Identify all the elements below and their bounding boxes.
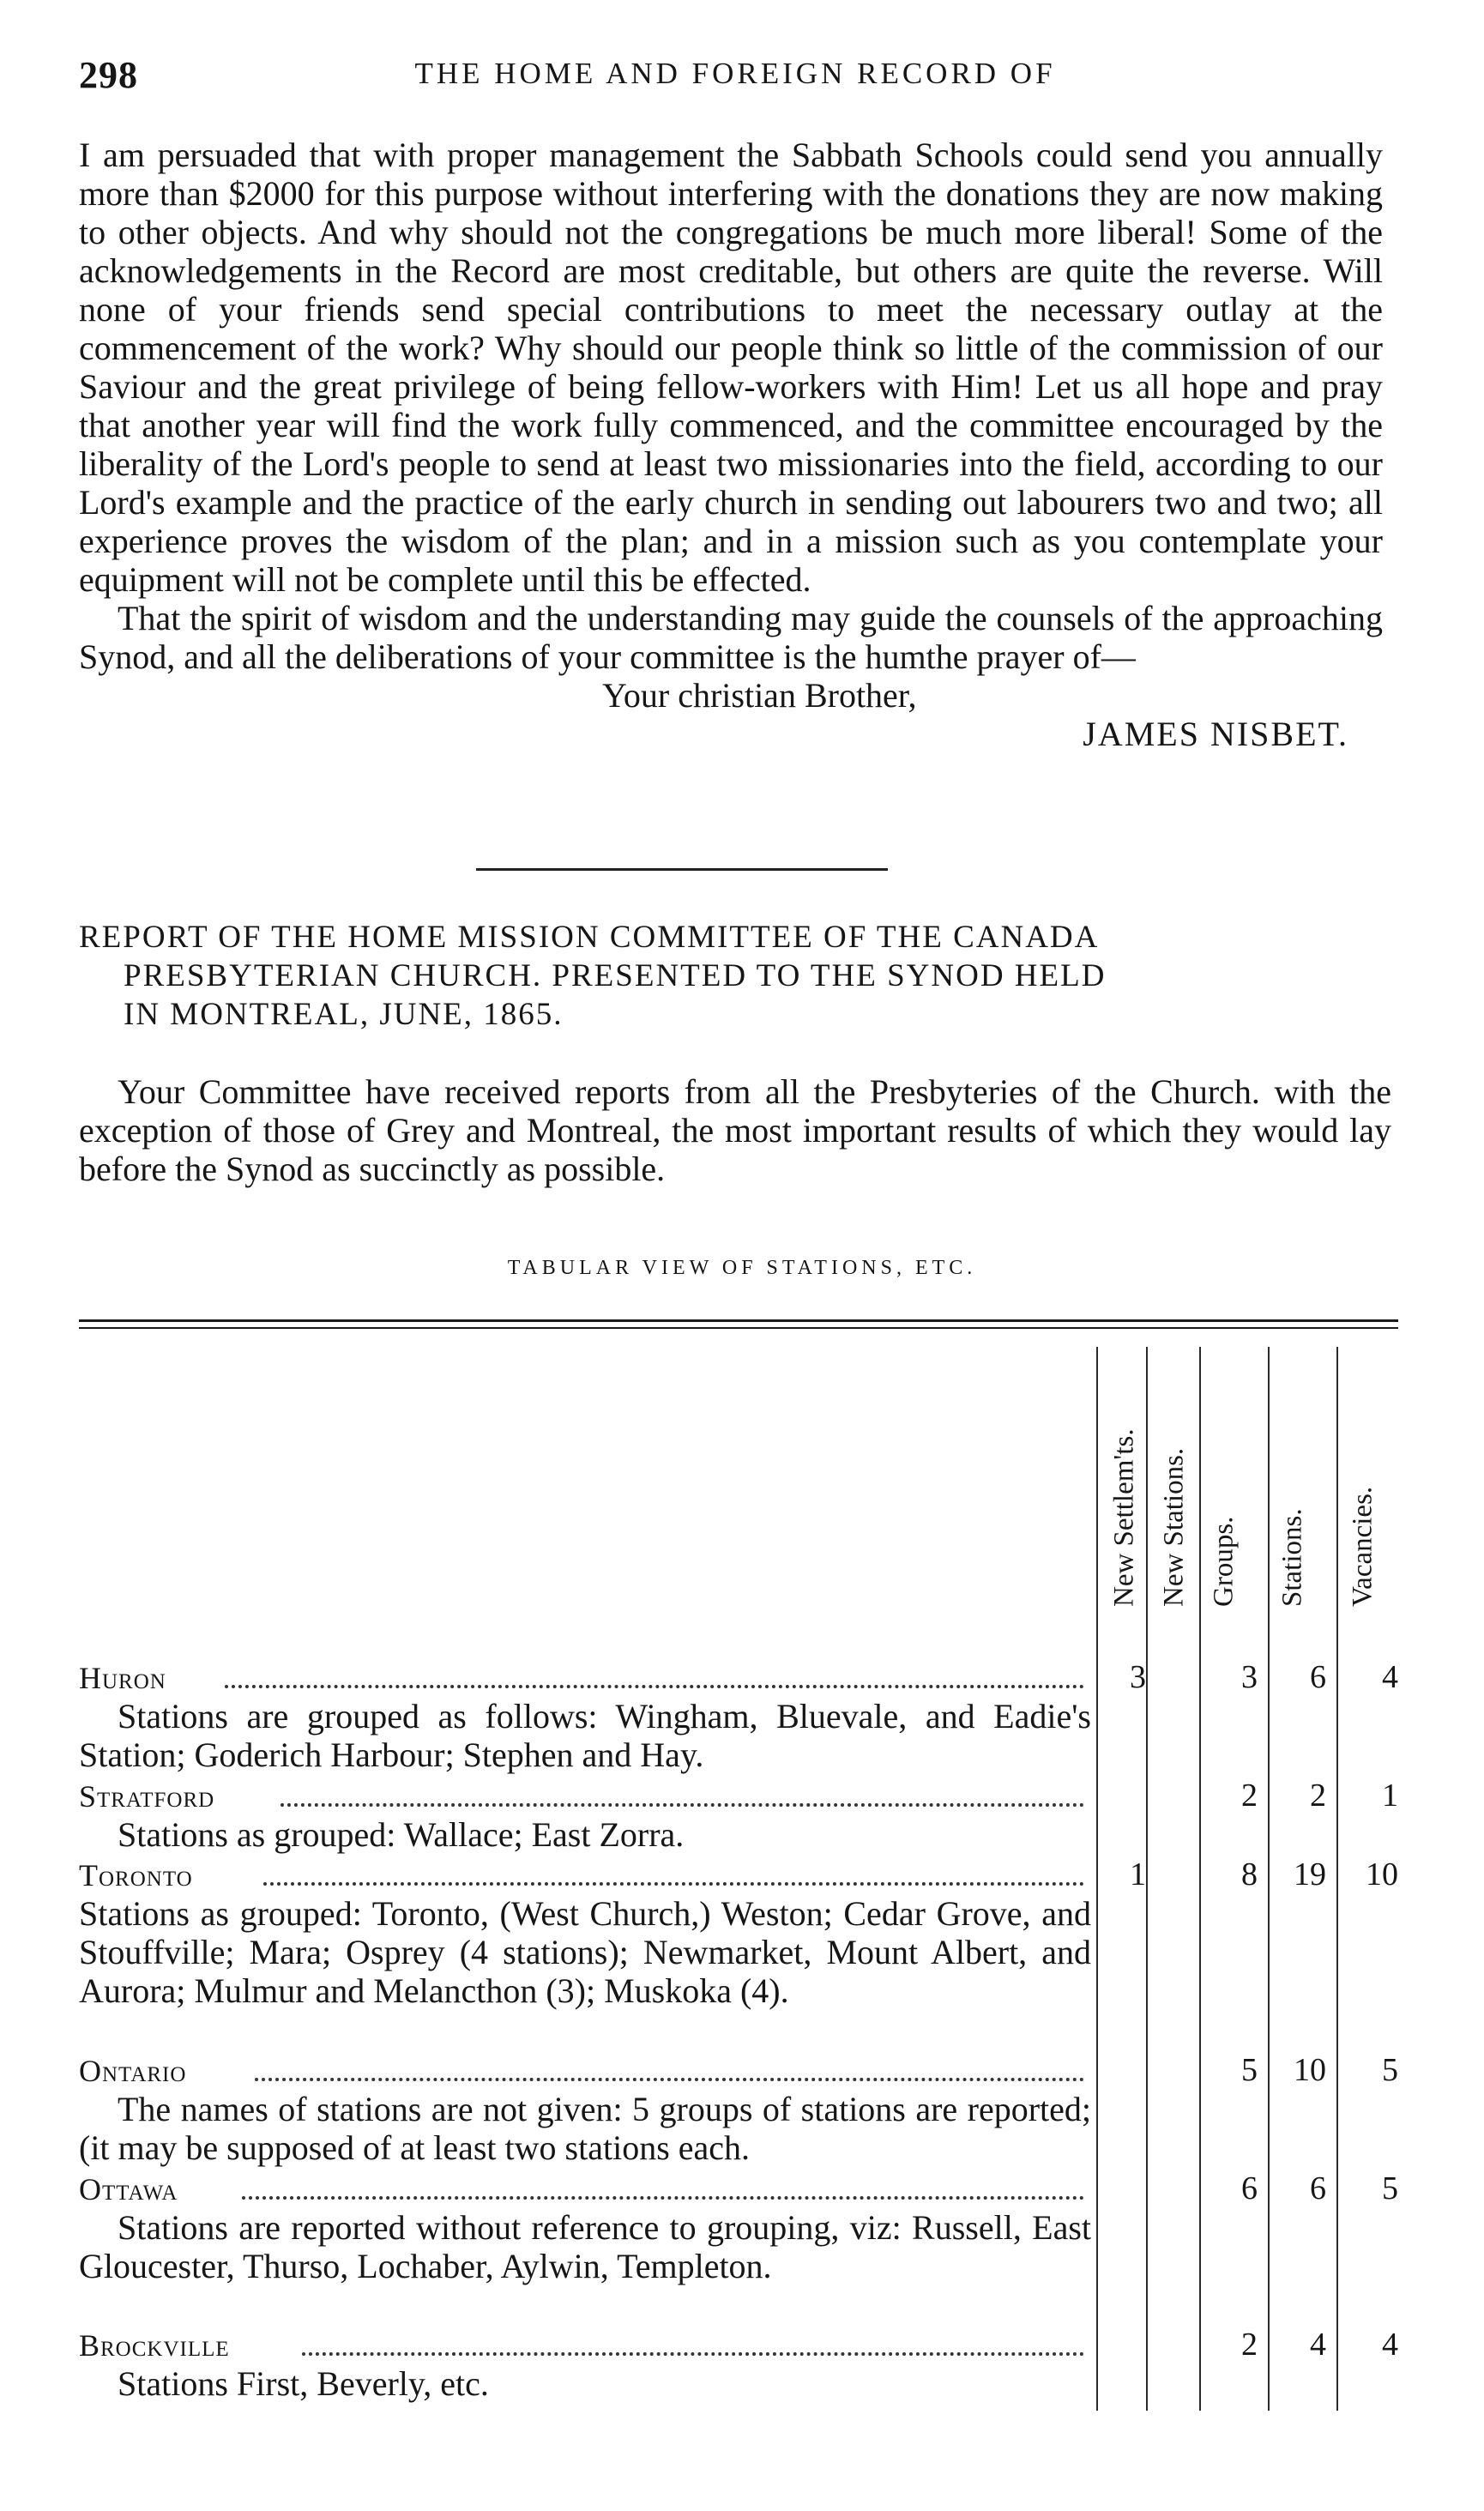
presbytery-note: Stations as grouped: Toronto, (West Church,) Weston; Cedar Grove, and Stouffville; Mara; Osprey (4 stations); Newmarket, Mount Albert, and Aurora; Mulmur and Melancthon (3); Muskoka (4). bbox=[79, 1894, 1091, 2010]
cell-new-settlements: 1 bbox=[1130, 1856, 1146, 1892]
cell-groups: 5 bbox=[1241, 2052, 1258, 2088]
intro-paragraph: Your Committee have received reports from all the Presbyteries of the Church. with the exception of those of Grey and Montreal, the most important results of which they would lay before the Synod as succinctly as possible. bbox=[79, 1072, 1391, 1188]
column-header-new-settlements: New Settlem'ts. bbox=[1108, 1428, 1140, 1607]
cell-groups: 6 bbox=[1241, 2170, 1258, 2206]
page-header bbox=[79, 53, 1391, 105]
cell-stations: 4 bbox=[1310, 2327, 1326, 2363]
cell-new-settlements: 3 bbox=[1130, 1659, 1146, 1695]
cell-groups: 2 bbox=[1241, 2327, 1258, 2363]
dot-leader bbox=[263, 1879, 1084, 1886]
presbytery-name: Brockville bbox=[79, 2328, 237, 2363]
running-title: THE HOME AND FOREIGN RECORD OF bbox=[414, 57, 1056, 90]
presbytery-name: Stratford bbox=[79, 1779, 221, 1814]
report-heading bbox=[79, 918, 1391, 1034]
dot-leader bbox=[281, 1800, 1084, 1807]
section-divider bbox=[476, 868, 888, 871]
dot-leader bbox=[302, 2349, 1084, 2356]
cell-groups: 2 bbox=[1241, 1778, 1258, 1814]
letter-signature: JAMES NISBET. bbox=[1083, 715, 1348, 753]
letter-closing: Your christian Brother, bbox=[602, 676, 917, 715]
cell-vacancies: 5 bbox=[1382, 2052, 1398, 2088]
column-header-groups: Groups. bbox=[1208, 1516, 1240, 1607]
report-intro bbox=[79, 1072, 1391, 1188]
column-divider bbox=[1199, 1347, 1201, 2411]
column-divider bbox=[1146, 1347, 1148, 2411]
table-top-rule bbox=[79, 1319, 1398, 1322]
cell-vacancies: 4 bbox=[1382, 2327, 1398, 2363]
presbytery-name: Ottawa bbox=[79, 2172, 184, 2206]
presbytery-row-ottawa bbox=[79, 2169, 1091, 2208]
cell-stations: 2 bbox=[1310, 1778, 1326, 1814]
presbytery-row-toronto bbox=[79, 1855, 1091, 1894]
presbytery-note: Stations as grouped: Wallace; East Zorra. bbox=[118, 1815, 685, 1854]
presbytery-row-stratford bbox=[79, 1776, 1091, 1815]
dot-leader bbox=[255, 2074, 1084, 2081]
letter-text bbox=[79, 136, 1383, 753]
cell-vacancies: 1 bbox=[1382, 1778, 1398, 1814]
column-header-stations: Stations. bbox=[1276, 1508, 1308, 1607]
letter-paragraph: I am persuaded that with proper management the Sabbath Schools could send you annually more than $2000 for this purpose without interfering with the donations they are now making to other objects. And why should not the congregations be much more liberal! Some of the acknowledgements in the Record are most creditable, but others are quite the reverse. Will none of your friends send special contributions to meet the necessary outlay at the commencement of the work? Why should our people think so little of the commission of our Saviour and the great privilege of being fellow-workers with Him! Let us all hope and pray that another year will find the work fully commenced, and the committee encouraged by the liberality of the Lord's people to send at least two missionaries into the field, according to our Lord's example and the practice of the early church in sending out labourers two and two; all experience proves the wisdom of the plan; and in a mission such as you contemplate your equipment will not be complete until this be effected. bbox=[79, 136, 1383, 599]
cell-stations: 19 bbox=[1294, 1856, 1326, 1892]
cell-groups: 3 bbox=[1241, 1659, 1258, 1695]
column-header-vacancies: Vacancies. bbox=[1347, 1486, 1378, 1607]
heading-line: PRESBYTERIAN CHURCH. PRESENTED TO THE SYNOD HELD bbox=[124, 958, 1107, 993]
cell-vacancies: 5 bbox=[1382, 2170, 1398, 2206]
table-top-rule bbox=[79, 1327, 1398, 1329]
column-header-new-stations: New Stations. bbox=[1158, 1447, 1190, 1607]
presbytery-row-brockville bbox=[79, 2325, 1091, 2364]
presbytery-note: Stations First, Beverly, etc. bbox=[118, 2364, 489, 2403]
presbytery-name: Ontario bbox=[79, 2054, 193, 2088]
presbytery-note: Stations are reported without reference to grouping, viz: Russell, East Gloucester, Thurso, Lochaber, Aylwin, Templeton. bbox=[79, 2208, 1091, 2285]
dot-leader bbox=[225, 1681, 1084, 1688]
presbytery-row-ontario bbox=[79, 2050, 1091, 2090]
dot-leader bbox=[242, 2193, 1084, 2200]
column-divider bbox=[1336, 1347, 1338, 2411]
letter-paragraph: That the spirit of wisdom and the understanding may guide the counsels of the approaching Synod, and all the deliberations of your committee is the humthe prayer of— bbox=[79, 599, 1383, 676]
cell-groups: 8 bbox=[1241, 1856, 1258, 1892]
cell-stations: 6 bbox=[1310, 2170, 1326, 2206]
presbytery-note: The names of stations are not given: 5 groups of stations are reported; (it may be supposed of at least two stations each. bbox=[79, 2090, 1091, 2167]
presbytery-note: Stations are grouped as follows: Wingham, Bluevale, and Eadie's Station; Goderich Harbour; Stephen and Hay. bbox=[79, 1697, 1091, 1774]
page-number: 298 bbox=[79, 54, 138, 96]
table-caption: TABULAR VIEW OF STATIONS, ETC. bbox=[507, 1257, 977, 1279]
heading-line: REPORT OF THE HOME MISSION COMMITTEE OF THE CANADA bbox=[79, 920, 1100, 955]
presbytery-name: Toronto bbox=[79, 1858, 200, 1892]
cell-stations: 6 bbox=[1310, 1659, 1326, 1695]
presbytery-row-huron bbox=[79, 1657, 1091, 1697]
cell-vacancies: 4 bbox=[1382, 1659, 1398, 1695]
cell-stations: 10 bbox=[1294, 2052, 1326, 2088]
column-divider bbox=[1268, 1347, 1270, 2411]
cell-vacancies: 10 bbox=[1366, 1856, 1398, 1892]
heading-line: IN MONTREAL, JUNE, 1865. bbox=[124, 997, 564, 1032]
presbytery-name: Huron bbox=[79, 1661, 173, 1695]
